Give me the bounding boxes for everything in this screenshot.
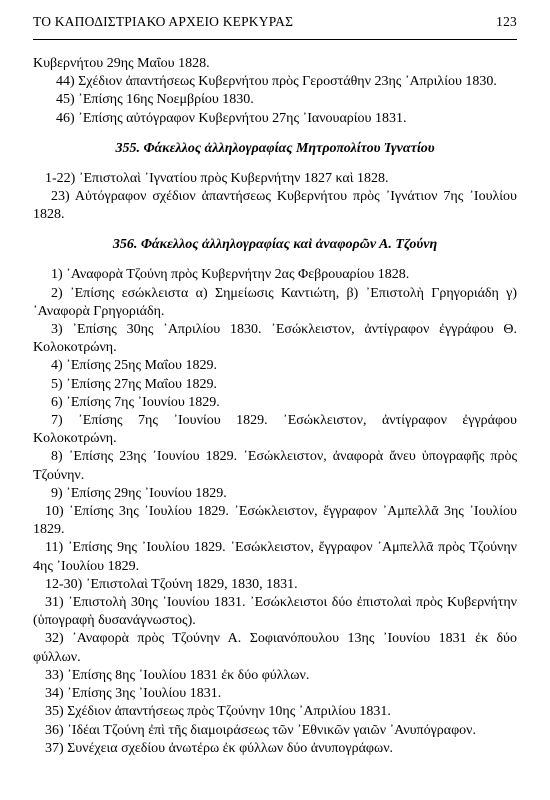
list-item: 9) ᾽Επίσης 29ης ᾽Ιουνίου 1829. [51,485,227,501]
list-item: 11) ᾽Επίσης 9ης ᾽Ιουλίου 1829. ᾽Εσώκλειστον, ἔγγραφον ᾽Αμπελλᾶ πρὸς Τζούνην 4ης ᾽Ιουλίου 1829. [33,540,517,574]
section-355 [33,170,517,225]
list-item: 45) ᾽Επίσης 16ης Νοεμβρίου 1830. [56,92,254,108]
list-item: 1-22) ᾽Επιστολαὶ ᾽Ιγνατίου πρὸς Κυβερνήτην 1827 καὶ 1828. [45,170,389,186]
section-heading: 356. Φάκελλος ἀλληλογραφίας καὶ ἀναφορῶν Α. Τζούνη [112,237,438,253]
list-item: 4) ᾽Επίσης 25ης Μαΐου 1829. [51,358,217,374]
list-item: 1) ᾽Αναφορὰ Τζούνη πρὸς Κυβερνήτην 2ας Φεβρουαρίου 1828. [51,267,410,283]
list-item: 46) ᾽Επίσης αὐτόγραφον Κυβερνήτου 27ης ᾽Ιανουαρίου 1831. [56,110,407,126]
header-rule [33,39,517,40]
list-item: 10) ᾽Επίσης 3ης ᾽Ιουλίου 1829. ᾽Εσώκλειστον, ἔγγραφον ᾽Αμπελλᾶ 3ης ᾽Ιουλίου 1829. [33,504,517,538]
list-item: 5) ᾽Επίσης 27ης Μαΐου 1829. [51,376,217,392]
list-item: 23) Αὐτόγραφον σχέδιον ἀπαντήσεως Κυβερνήτου πρὸς ᾽Ιγνάτιον 7ης ᾽Ιουλίου 1828. [33,189,517,223]
list-item: 12-30) ᾽Επιστολαὶ Τζούνη 1829, 1830, 1831. [45,576,298,592]
list-item: 37) Συνέχεια σχεδίου ἀνωτέρω ἐκ φύλλων δύο ἀνυπογράφων. [45,740,394,756]
page [33,14,517,758]
list-item: 33) ᾽Επίσης 8ης ᾽Ιουλίου 1831 ἐκ δύο φύλλων. [45,667,310,683]
list-item: 8) ᾽Επίσης 23ης ᾽Ιουνίου 1829. ᾽Εσώκλειστον, ἀναφορὰ ἄνευ ὑπογραφῆς πρὸς Τζούνην. [33,449,517,483]
running-title: ΤΟ ΚΑΠΟΔΙΣΤΡΙΑΚΟ ΑΡΧΕΙΟ ΚΕΡΚΥΡΑΣ [33,14,294,29]
list-item: 35) Σχέδιον ἀπαντήσεως πρὸς Τζούνην 10ης ᾽Απριλίου 1831. [45,704,391,720]
section-heading: 355. Φάκελλος ἀλληλογραφίας Μητροπολίτου Ἰγνατίου [115,140,435,156]
section-356 [33,266,517,757]
list-item: 44) Σχέδιον ἀπαντήσεως Κυβερνήτου πρὸς Γεροστάθην 23ης ᾽Απριλίου 1830. [56,74,497,90]
list-item: 36) ᾽Ιδέαι Τζούνη ἐπὶ τῆς διαμοιράσεως τῶν ᾽Εθνικῶν γαιῶν ᾽Ανυπόγραφον. [45,722,477,738]
list-item: 6) ᾽Επίσης 7ης ᾽Ιουνίου 1829. [51,394,220,410]
list-item: 3) ᾽Επίσης 30ης ᾽Απριλίου 1830. ᾽Εσώκλειστον, ἀντίγραφον ἐγγράφου Θ. Κολοκοτρώνη. [33,322,517,356]
list-item: 31) ᾽Επιστολὴ 30ης ᾽Ιουνίου 1831. ᾽Εσώκλειστοι δύο ἐπιστολαὶ πρὸς Κυβερνήτην (ὑπογραφὴ δυσανάγνωστος). [33,595,517,629]
section-top [33,55,517,128]
list-item: 34) ᾽Επίσης 3ης ᾽Ιουλίου 1831. [45,686,222,702]
list-item: 7) ᾽Επίσης 7ης ᾽Ιουνίου 1829. ᾽Εσώκλειστον, ἀντίγραφον ἐγγράφου Κολοκοτρώνη. [33,413,517,447]
list-item: 2) ᾽Επίσης εσώκλειστα α) Σημείωσις Καντιώτη, β) ᾽Επιστολὴ Γρηγοριάδη γ) ᾽Αναφορὰ Γρηγοριάδη. [33,285,517,319]
page-number: 123 [496,14,517,29]
list-item: Κυβερνήτου 29ης Μαΐου 1828. [33,56,210,71]
running-header [33,14,517,36]
list-item: 32) ᾽Αναφορὰ πρὸς Τζούνην Α. Σοφιανόπουλου 13ης ᾽Ιουνίου 1831 ἐκ δύο φύλλων. [33,631,517,665]
